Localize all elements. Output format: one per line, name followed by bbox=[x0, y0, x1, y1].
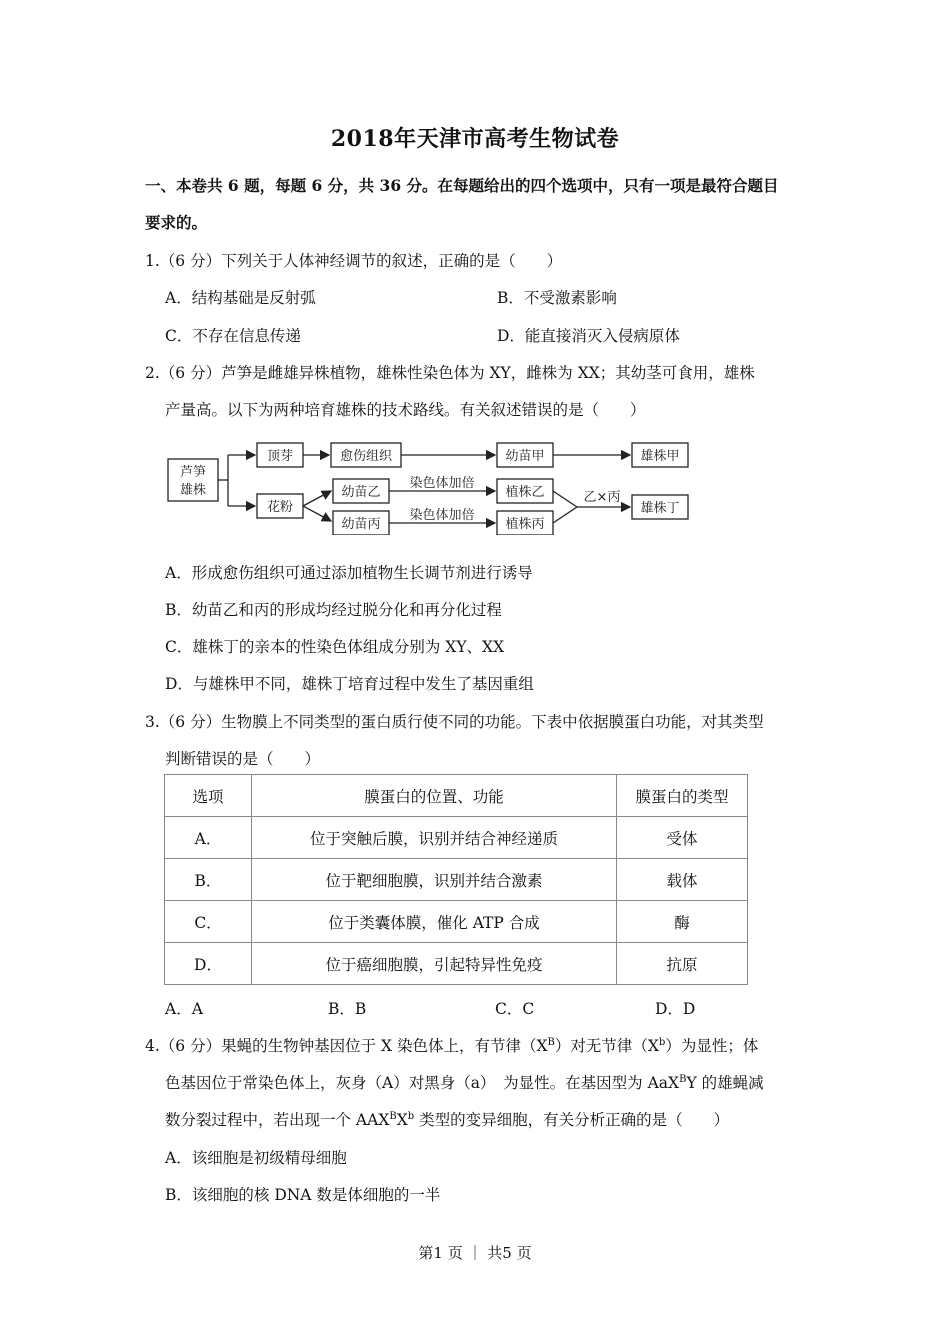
q3-option-d: D．D bbox=[655, 1000, 696, 1018]
diagram-bud: 顶芽 bbox=[266, 449, 294, 464]
q4-text: Y 的雄蝇减 bbox=[686, 1074, 764, 1092]
table-row bbox=[165, 943, 748, 985]
table-cell: 抗原 bbox=[617, 943, 748, 985]
table-cell: 酶 bbox=[617, 901, 748, 943]
diagram-callus: 愈伤组织 bbox=[339, 449, 393, 464]
q2-stem-line2: 产量高。以下为两种培育雄株的技术路线。有关叙述错误的是（ ） bbox=[165, 401, 646, 419]
table-cell: 位于癌细胞膜，引起特异性免疫 bbox=[252, 943, 617, 985]
q2-option-b: B．幼苗乙和丙的形成均经过脱分化和再分化过程 bbox=[165, 601, 502, 619]
q4-option-b: B．该细胞的核 DNA 数是体细胞的一半 bbox=[165, 1186, 441, 1204]
membrane-protein-table bbox=[164, 774, 748, 985]
table-cell: B． bbox=[165, 859, 252, 901]
q3-stem-line1: 3.（6 分）生物膜上不同类型的蛋白质行使不同的功能。下表中依据膜蛋白功能，对其类型 bbox=[145, 713, 764, 731]
section-instructions-line2: 要求的。 bbox=[145, 213, 208, 232]
table-cell: D． bbox=[165, 943, 252, 985]
table-row bbox=[165, 817, 748, 859]
diagram-pollen: 花粉 bbox=[266, 500, 294, 515]
diagram-seedling-bing: 幼苗丙 bbox=[341, 517, 381, 532]
diagram-source-line1: 芦笋 bbox=[179, 465, 207, 480]
page-title: 2018年天津市高考生物试卷 bbox=[330, 126, 620, 152]
diagram-male-jia: 雄株甲 bbox=[640, 449, 680, 464]
q1-stem: 1.（6 分）下列关于人体神经调节的叙述，正确的是（ ） bbox=[145, 252, 563, 270]
q1-option-b: B．不受激素影响 bbox=[497, 289, 617, 307]
q2-option-a: A．形成愈伤组织可通过添加植物生长调节剂进行诱导 bbox=[165, 564, 533, 582]
page-footer: 第1 页 ｜ 共5 页 bbox=[418, 1244, 532, 1262]
q4-text: 4.（6 分）果蝇的生物钟基因位于 X 染色体上，有节律（X bbox=[145, 1037, 548, 1055]
q2-option-c: C．雄株丁的亲本的性染色体组成分别为 XY、XX bbox=[165, 638, 505, 656]
diagram-source-line2: 雄株 bbox=[179, 483, 207, 498]
q4-sup: B bbox=[389, 1111, 397, 1122]
diagram-plant-bing: 植株丙 bbox=[505, 517, 545, 532]
q4-text: 色基因位于常染色体上，灰身（A）对黑身（a） 为显性。在基因型为 AaX bbox=[165, 1074, 680, 1092]
q1-option-d: D．能直接消灭入侵病原体 bbox=[497, 327, 680, 345]
table-cell: 位于类囊体膜，催化 ATP 合成 bbox=[252, 901, 617, 943]
table-header-type: 膜蛋白的类型 bbox=[617, 775, 748, 817]
diagram-plant-yi: 植株乙 bbox=[505, 485, 545, 500]
q4-stem-line2 bbox=[165, 1071, 764, 1093]
q3-option-a: A．A bbox=[165, 1000, 203, 1018]
q4-stem-line1 bbox=[145, 1034, 758, 1056]
q2-option-d: D．与雄株甲不同，雄株丁培育过程中发生了基因重组 bbox=[165, 675, 534, 693]
breeding-flow-diagram bbox=[165, 435, 695, 535]
q4-sup: b bbox=[658, 1037, 666, 1048]
table-header-row bbox=[165, 775, 748, 817]
q3-option-c: C．C bbox=[495, 1000, 535, 1018]
q2-stem-line1: 2.（6 分）芦笋是雌雄异株植物，雄株性染色体为 XY，雌株为 XX；其幼茎可食用，雄株 bbox=[145, 364, 755, 382]
diagram-seedling-jia: 幼苗甲 bbox=[505, 449, 545, 464]
diagram-double-1: 染色体加倍 bbox=[409, 476, 475, 491]
q3-stem-line2: 判断错误的是（ ） bbox=[165, 750, 321, 768]
q4-option-a: A．该细胞是初级精母细胞 bbox=[165, 1149, 347, 1167]
table-cell: 受体 bbox=[617, 817, 748, 859]
q4-text: 类型的变异细胞，有关分析正确的是（ ） bbox=[414, 1111, 730, 1129]
q4-text: ）对无节律（X bbox=[554, 1037, 659, 1055]
q1-option-a: A．结构基础是反射弧 bbox=[165, 289, 316, 307]
diagram-double-2: 染色体加倍 bbox=[409, 508, 475, 523]
q4-sup: B bbox=[679, 1074, 687, 1085]
table-header-function: 膜蛋白的位置、功能 bbox=[252, 775, 617, 817]
table-row bbox=[165, 901, 748, 943]
table-cell: 载体 bbox=[617, 859, 748, 901]
diagram-male-ding: 雄株丁 bbox=[640, 501, 680, 516]
table-cell: 位于突触后膜，识别并结合神经递质 bbox=[252, 817, 617, 859]
q4-text: 数分裂过程中，若出现一个 AAX bbox=[165, 1111, 390, 1129]
section-instructions-line1: 一、本卷共 6 题，每题 6 分，共 36 分。在每题给出的四个选项中，只有一项是最符合题目 bbox=[145, 176, 779, 195]
q3-option-b: B．B bbox=[328, 1000, 367, 1018]
diagram-seedling-yi: 幼苗乙 bbox=[341, 485, 381, 500]
q4-sup: B bbox=[547, 1037, 555, 1048]
q4-stem-line3 bbox=[165, 1108, 729, 1130]
q4-sup: b bbox=[407, 1111, 415, 1122]
table-header-option: 选项 bbox=[165, 775, 252, 817]
q1-option-c: C．不存在信息传递 bbox=[165, 327, 301, 345]
table-cell: 位于靶细胞膜，识别并结合激素 bbox=[252, 859, 617, 901]
table-cell: A． bbox=[165, 817, 252, 859]
table-cell: C． bbox=[165, 901, 252, 943]
table-row bbox=[165, 859, 748, 901]
diagram-cross: 乙×丙 bbox=[583, 490, 621, 505]
q4-text: ）为显性；体 bbox=[665, 1037, 759, 1055]
q4-text: X bbox=[396, 1111, 408, 1129]
